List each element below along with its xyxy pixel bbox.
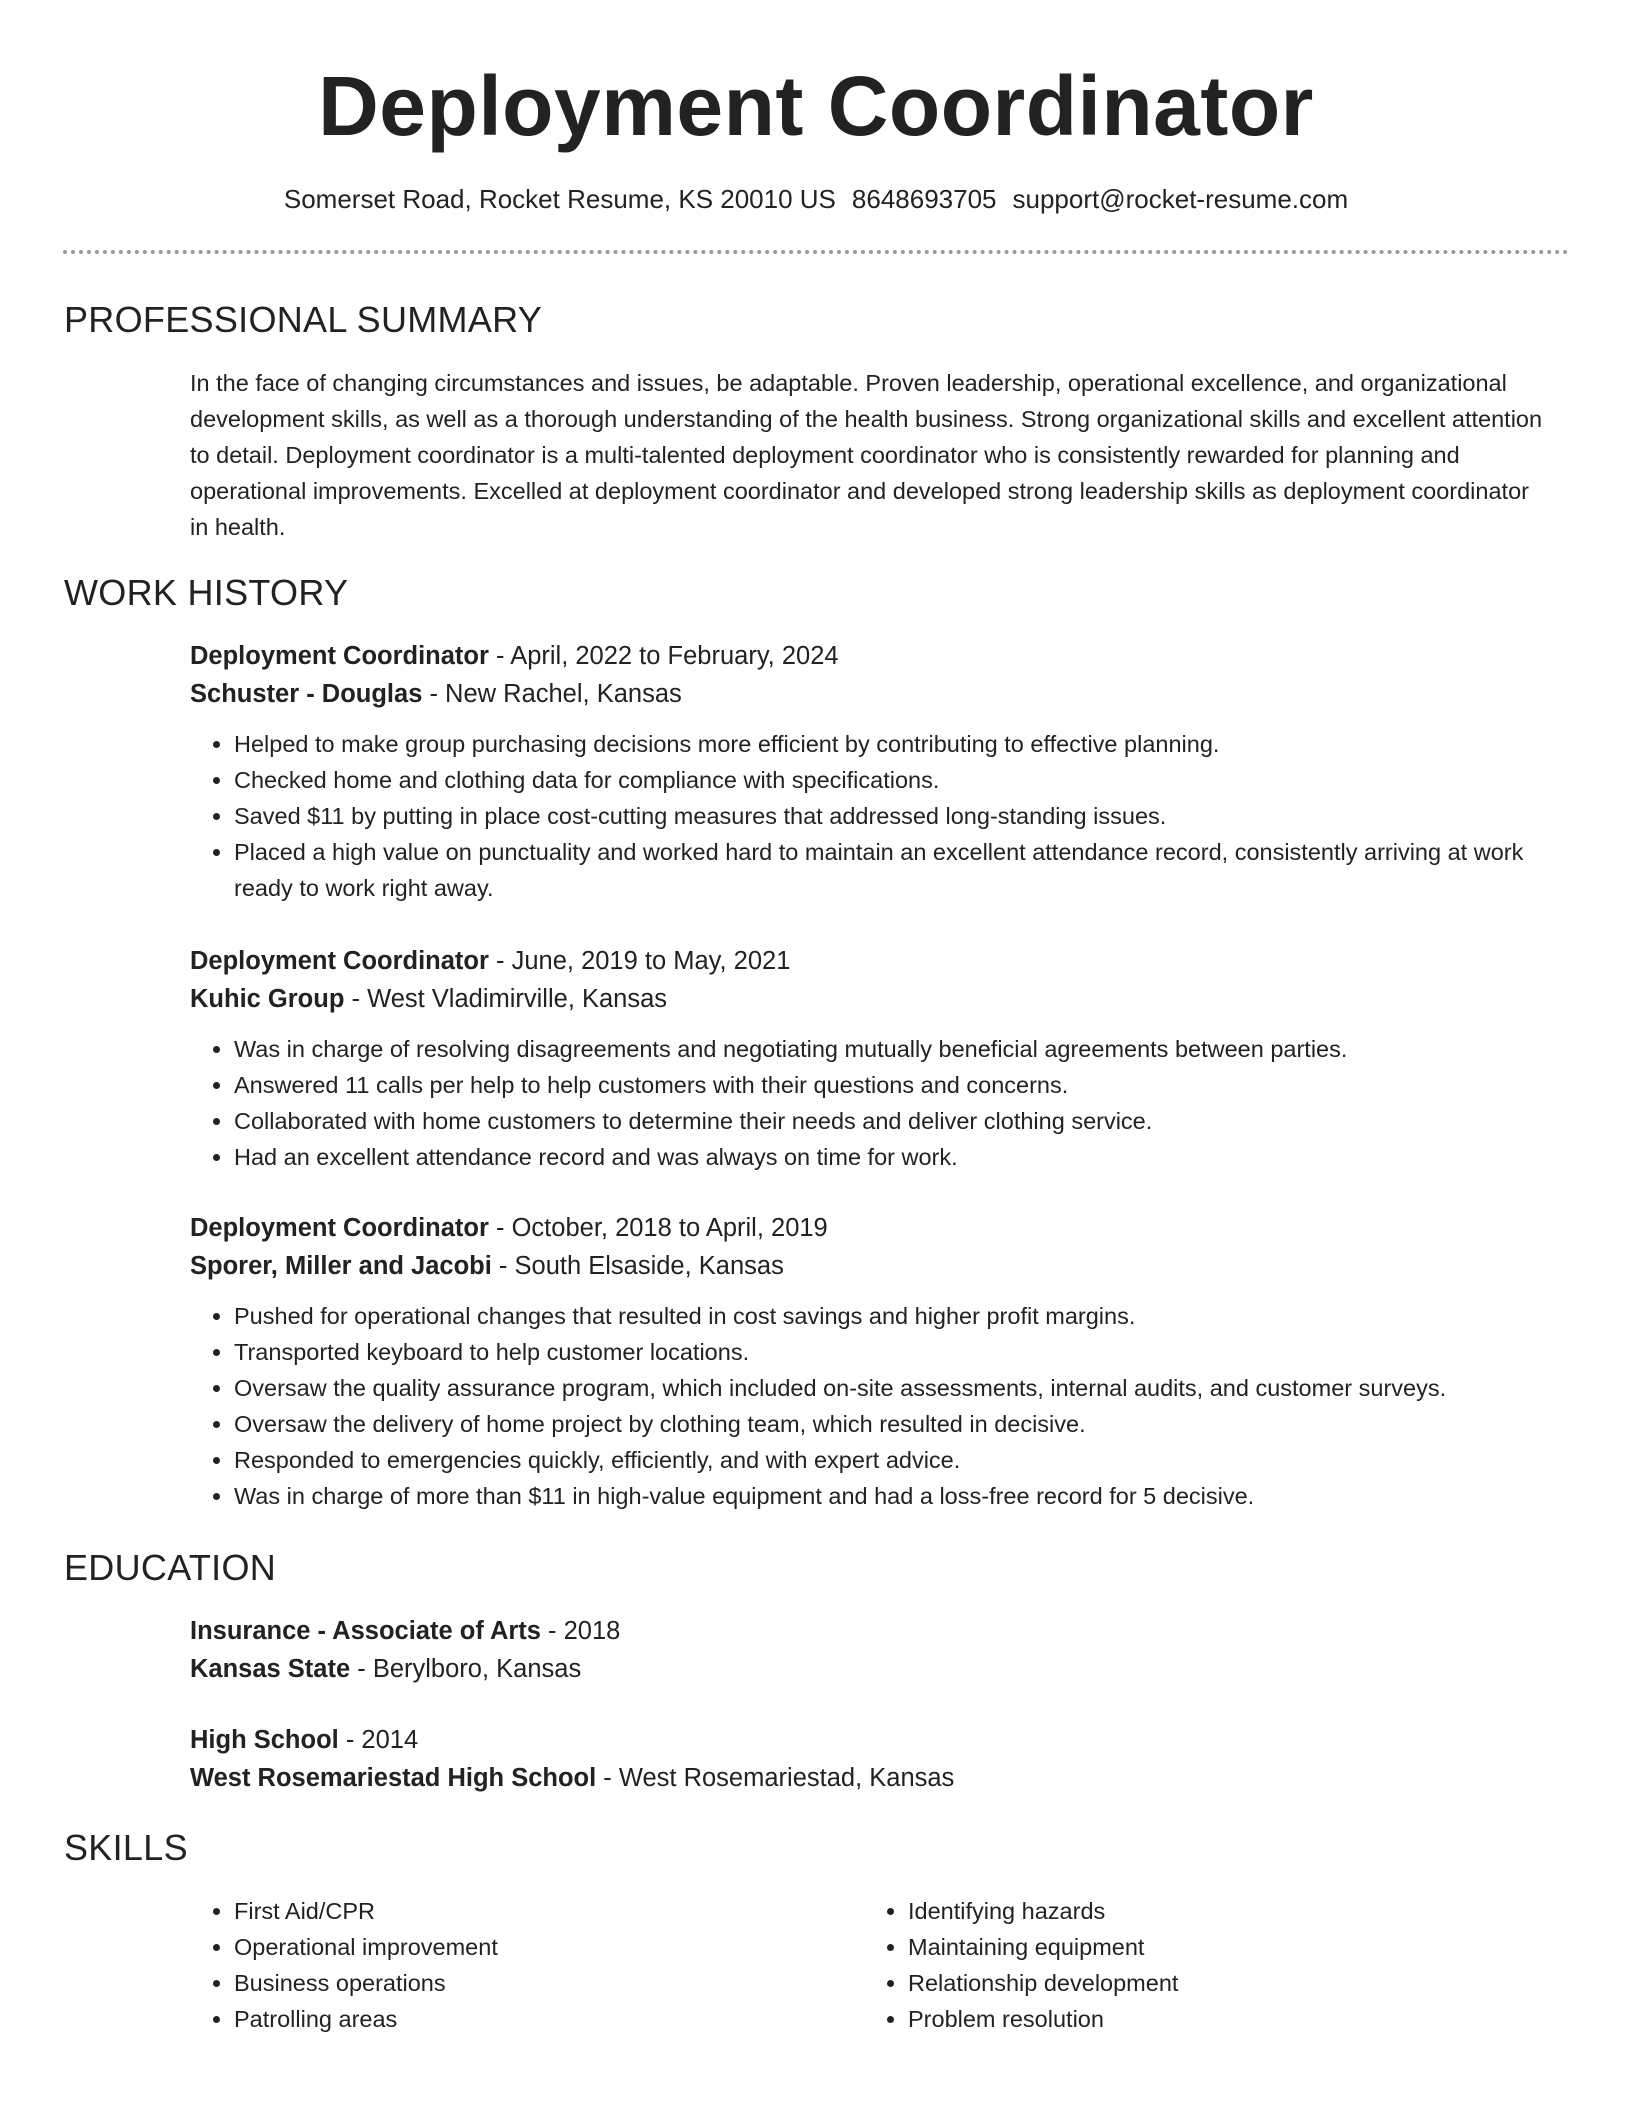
- job-bullets: [190, 1031, 1550, 1175]
- education-school-line: [190, 1759, 1550, 1797]
- summary-heading: PROFESSIONAL SUMMARY: [64, 299, 543, 340]
- job-bullets: [190, 1298, 1550, 1514]
- job-entry: [190, 637, 1550, 906]
- contact-line: [0, 182, 1632, 216]
- list-item: • Had an excellent attendance record and was always on time for work.: [234, 1139, 1550, 1175]
- list-item: • Placed a high value on punctuality and worked hard to maintain an excellent attendance record, consistently arriving at work ready to work right away.: [234, 834, 1550, 906]
- skill-item: • Relationship development: [908, 1965, 1484, 2001]
- skill-item: • Maintaining equipment: [908, 1929, 1484, 1965]
- skill-item: • Problem resolution: [908, 2001, 1484, 2037]
- education-degree-line: [190, 1721, 1550, 1759]
- education-year: - 2014: [338, 1726, 419, 1754]
- skills-list: [190, 1893, 810, 2037]
- skill-item: • Identifying hazards: [908, 1893, 1484, 1929]
- job-company: Kuhic Group: [190, 985, 345, 1013]
- job-dates: - June, 2019 to May, 2021: [488, 947, 791, 975]
- list-item: • Was in charge of resolving disagreements and negotiating mutually beneficial agreements between parties.: [234, 1031, 1550, 1067]
- list-item: • Saved $11 by putting in place cost-cutting measures that addressed long-standing issues.: [234, 798, 1550, 834]
- skills-column-left: [190, 1893, 810, 2037]
- list-item: • Helped to make group purchasing decisions more efficient by contributing to effective planning.: [234, 726, 1550, 762]
- job-company-line: [190, 980, 1550, 1018]
- education-entry: [190, 1612, 1550, 1688]
- list-item: • Collaborated with home customers to determine their needs and deliver clothing service.: [234, 1103, 1550, 1139]
- skills-column-right: [864, 1893, 1484, 2037]
- contact-phone: 8648693705: [851, 184, 997, 214]
- job-dates: - April, 2022 to February, 2024: [488, 642, 839, 670]
- job-title-line: [190, 637, 1550, 675]
- education-heading: EDUCATION: [64, 1547, 277, 1588]
- candidate-name: Deployment Coordinator: [318, 59, 1314, 153]
- job-company-line: [190, 675, 1550, 713]
- job-role: Deployment Coordinator: [190, 642, 489, 670]
- job-company: Sporer, Miller and Jacobi: [190, 1252, 492, 1280]
- job-location: - New Rachel, Kansas: [422, 680, 682, 708]
- education-location: - West Rosemariestad, Kansas: [596, 1764, 955, 1792]
- job-title-line: [190, 1209, 1550, 1247]
- job-location: - South Elsaside, Kansas: [491, 1252, 784, 1280]
- skills-list: [864, 1893, 1484, 2037]
- contact-email: support@rocket-resume.com: [1012, 184, 1349, 214]
- job-location: - West Vladimirville, Kansas: [344, 985, 668, 1013]
- education-school: West Rosemariestad High School: [190, 1764, 597, 1792]
- job-dates: - October, 2018 to April, 2019: [488, 1214, 828, 1242]
- education-degree: Insurance - Associate of Arts: [190, 1617, 541, 1645]
- list-item: • Oversaw the delivery of home project by clothing team, which resulted in decisive.: [234, 1406, 1550, 1442]
- header-divider: [63, 250, 1569, 254]
- job-entry: [190, 942, 1550, 1175]
- list-item: • Was in charge of more than $11 in high-value equipment and had a loss-free record for 5 decisive.: [234, 1478, 1550, 1514]
- summary-text: In the face of changing circumstances and issues, be adaptable. Proven leadership, operational excellence, and organizational development skills, as well as a thorough understanding of the health business. Strong organizational skills and excellent attention to detail. Deployment coordinator is a multi-talented deployment coordinator who is consistently rewarded for planning and operational improvements. Excelled at deployment coordinator and developed strong leadership skills as deployment coordinator in health.: [190, 370, 1543, 540]
- job-company: Schuster - Douglas: [190, 680, 423, 708]
- list-item: • Checked home and clothing data for compliance with specifications.: [234, 762, 1550, 798]
- skill-item: • Business operations: [234, 1965, 810, 2001]
- skill-item: • First Aid/CPR: [234, 1893, 810, 1929]
- education-location: - Berylboro, Kansas: [350, 1655, 582, 1683]
- skills-heading: SKILLS: [64, 1827, 188, 1868]
- job-bullets: [190, 726, 1550, 906]
- list-item: • Responded to emergencies quickly, efficiently, and with expert advice.: [234, 1442, 1550, 1478]
- contact-address: Somerset Road, Rocket Resume, KS 20010 US: [283, 184, 836, 214]
- job-entry: [190, 1209, 1550, 1514]
- list-item: • Oversaw the quality assurance program, which included on-site assessments, internal audits, and customer surveys.: [234, 1370, 1550, 1406]
- education-degree-line: [190, 1612, 1550, 1650]
- education-entry: [190, 1721, 1550, 1797]
- education-degree: High School: [190, 1726, 339, 1754]
- skill-item: • Operational improvement: [234, 1929, 810, 1965]
- list-item: • Transported keyboard to help customer locations.: [234, 1334, 1550, 1370]
- education-school-line: [190, 1650, 1550, 1688]
- education-year: - 2018: [540, 1617, 621, 1645]
- work-history-heading: WORK HISTORY: [64, 572, 349, 613]
- list-item: • Answered 11 calls per help to help customers with their questions and concerns.: [234, 1067, 1550, 1103]
- list-item: • Pushed for operational changes that resulted in cost savings and higher profit margins.: [234, 1298, 1550, 1334]
- job-company-line: [190, 1247, 1550, 1285]
- skill-item: • Patrolling areas: [234, 2001, 810, 2037]
- job-role: Deployment Coordinator: [190, 1214, 489, 1242]
- education-school: Kansas State: [190, 1655, 351, 1683]
- job-title-line: [190, 942, 1550, 980]
- job-role: Deployment Coordinator: [190, 947, 489, 975]
